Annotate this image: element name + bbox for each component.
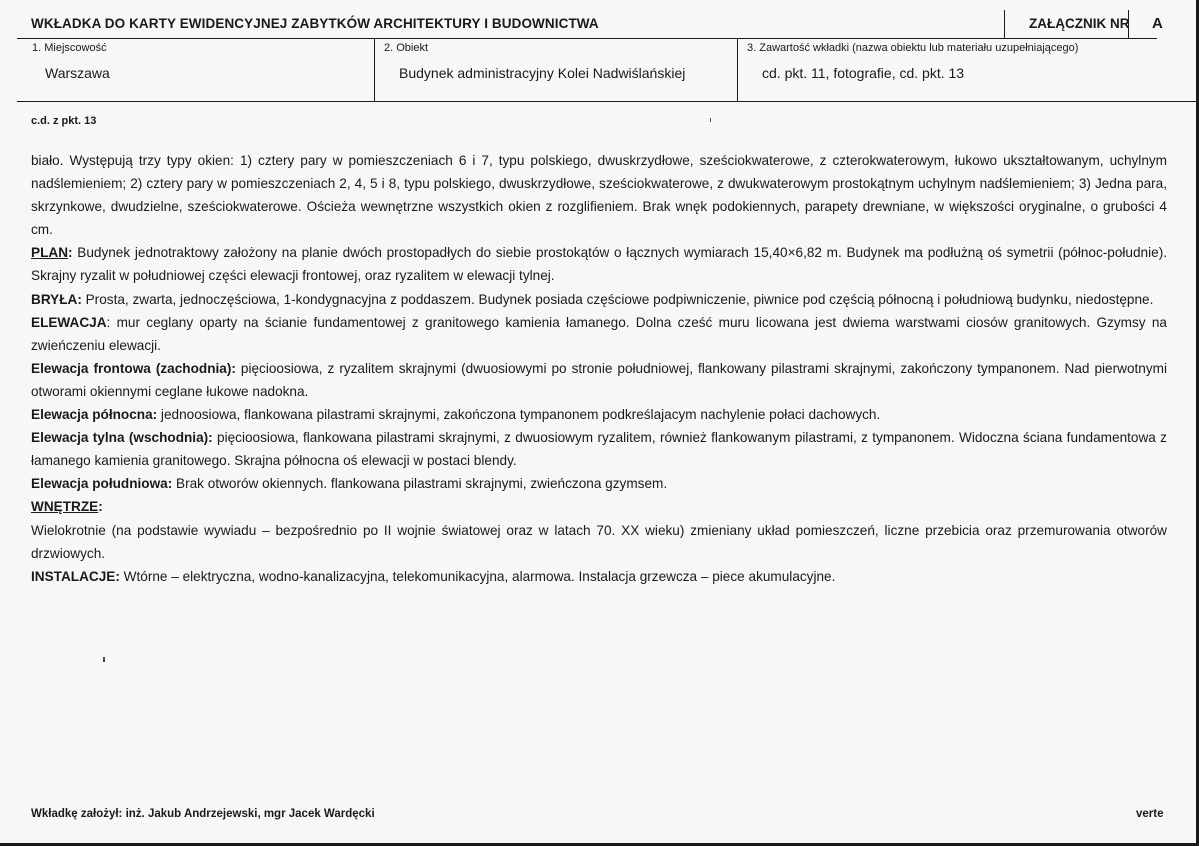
field-content-value: cd. pkt. 11, fotografie, cd. pkt. 13 bbox=[762, 65, 965, 81]
footer-verso: verte bbox=[1136, 808, 1164, 820]
field-object bbox=[374, 38, 736, 101]
section-heading-colon: : bbox=[68, 245, 73, 261]
section-heading: Elewacja tylna (wschodnia): bbox=[31, 430, 213, 446]
section-heading: Elewacja frontowa (zachodnia): bbox=[31, 360, 236, 376]
paragraph-massing bbox=[31, 288, 1167, 311]
paragraph-installations bbox=[31, 565, 1167, 588]
paragraph-elevation-front bbox=[31, 357, 1167, 403]
section-heading: INSTALACJE: bbox=[31, 568, 120, 584]
paragraph-windows bbox=[31, 149, 1167, 241]
paragraph-interior-heading bbox=[31, 495, 1167, 518]
header-divider bbox=[1128, 10, 1129, 38]
header-divider bbox=[1004, 10, 1005, 38]
stray-mark bbox=[710, 118, 711, 122]
paragraph-text: : mur ceglany oparty na ścianie fundamentowej z granitowego kamienia łamanego. Dolna cześć muru licowana jest dwiema warstwami ciosów granitowych. Gzymsy na zwieńczeniu elewacji. bbox=[31, 314, 1167, 353]
fields-row bbox=[17, 38, 1199, 102]
continuation-label: c.d. z pkt. 13 bbox=[31, 115, 97, 127]
field-object-value: Budynek administracyjny Kolei Nadwiślańskiej bbox=[399, 65, 686, 81]
paragraph-elevation-north bbox=[31, 403, 1167, 426]
attachment-label: ZAŁĄCZNIK NR bbox=[1029, 16, 1130, 31]
paragraph-interior bbox=[31, 519, 1167, 565]
paragraph-plan bbox=[31, 241, 1167, 287]
field-content bbox=[737, 38, 1199, 101]
paragraph-text: Prosta, zwarta, jednoczęściowa, 1-kondygnacyjna z poddaszem. Budynek posiada częściowe podpiwniczenie, piwnice pod częścią północną i południową budynku, niedostępne. bbox=[81, 291, 1154, 307]
field-locality bbox=[17, 38, 374, 101]
field-content-label: 3. Zawartość wkładki (nazwa obiektu lub materiału uzupełniającego) bbox=[747, 42, 1079, 54]
section-heading: WNĘTRZE bbox=[31, 499, 99, 515]
stray-mark bbox=[103, 657, 105, 662]
paragraph-text: Wielokrotnie (na podstawie wywiadu – bezpośrednio po II wojnie światowej oraz w latach 70. XX wieku) zmieniany układ pomieszczeń, liczne przebicia oraz przemurowania otworów drzwiowych. bbox=[31, 522, 1167, 561]
section-heading: ELEWACJA bbox=[31, 314, 107, 330]
paragraph-text: Budynek jednotraktowy założony na planie dwóch prostopadłych do siebie prostokątów o łącznych wymiarach 15,40×6,82 m. Budynek ma podłużną oś symetrii (północ-południe). Skrajny ryzalit w południowej części elewacji frontowej, oraz ryzalitem w elewacji tylnej. bbox=[31, 245, 1167, 284]
paragraph-elevation bbox=[31, 311, 1167, 357]
attachment-number: A bbox=[1152, 15, 1163, 32]
section-heading: Elewacja północna: bbox=[31, 407, 158, 423]
paragraph-text: Wtórne – elektryczna, wodno-kanalizacyjna, telekomunikacyjna, alarmowa. Instalacja grzewcza – piece akumulacyjne. bbox=[119, 568, 836, 584]
paragraph-text: Brak otworów okiennych. flankowana pilastrami skrajnymi, zwieńczona gzymsem. bbox=[172, 476, 668, 492]
section-heading: BRYŁA: bbox=[31, 291, 82, 307]
paragraph-text: biało. Występują trzy typy okien: 1) cztery pary w pomieszczeniach 6 i 7, typu polskiego, dwuskrzydłowe, sześciokwaterowe, z czterokwaterowym, łukowo ukształtowanym, uchylnym nadślemieniem; 2) cztery pary w pomieszczeniach 2, 4, 5 i 8, typu polskiego, dwuskrzydłowe, sześciokwaterowe, z dwukwaterowym prostokątnym uchylnym nadślemieniem; 3) Jedna para, skrzynkowe, dwudzielne, sześciokwaterowe. Ościeża wewnętrzne wszystkich okien z rozglifieniem. Brak wnęk podokiennych, parapety drewniane, w większości oryginalne, o grubości 4 cm. bbox=[31, 153, 1167, 238]
field-object-label: 2. Obiekt bbox=[384, 42, 429, 54]
paragraph-text: jednoosiowa, flankowana pilastrami skrajnymi, zakończona tympanonem podkreślajacym nachylenie połaci dachowych. bbox=[157, 407, 881, 423]
body-text bbox=[31, 149, 1167, 588]
section-heading-colon: : bbox=[98, 499, 103, 515]
paragraph-elevation-rear bbox=[31, 426, 1167, 472]
footer-author: Wkładkę założył: inż. Jakub Andrzejewski, mgr Jacek Wardęcki bbox=[31, 808, 375, 820]
paragraph-text: pięcioosiowa, z ryzalitem skrajnymi (dwuosiowymi po stronie południowej, flankowany pilastrami skrajnymi, zakończony tympanonem. Nad pierwotnymi otworami okiennymi ceglane łukowe nadokna. bbox=[31, 360, 1167, 399]
field-locality-label: 1. Miejscowość bbox=[32, 42, 107, 54]
paragraph-elevation-south bbox=[31, 472, 1167, 495]
field-locality-value: Warszawa bbox=[45, 65, 110, 81]
section-heading: PLAN bbox=[31, 245, 69, 261]
card-title: WKŁADKA DO KARTY EWIDENCYJNEJ ZABYTKÓW ARCHITEKTURY I BUDOWNICTWA bbox=[31, 16, 599, 31]
paragraph-text: pięcioosiowa, flankowana pilastrami skrajnymi, z dwuosiowym ryzalitem, również flankowanym pilastrami, z tympanonem. Widoczna ściana fundamentowa z łamanego kamienia granitowego. Skrajna północna oś elewacji w postaci blendy. bbox=[31, 430, 1167, 469]
section-heading: Elewacja południowa: bbox=[31, 476, 173, 492]
header-row bbox=[17, 10, 1163, 39]
